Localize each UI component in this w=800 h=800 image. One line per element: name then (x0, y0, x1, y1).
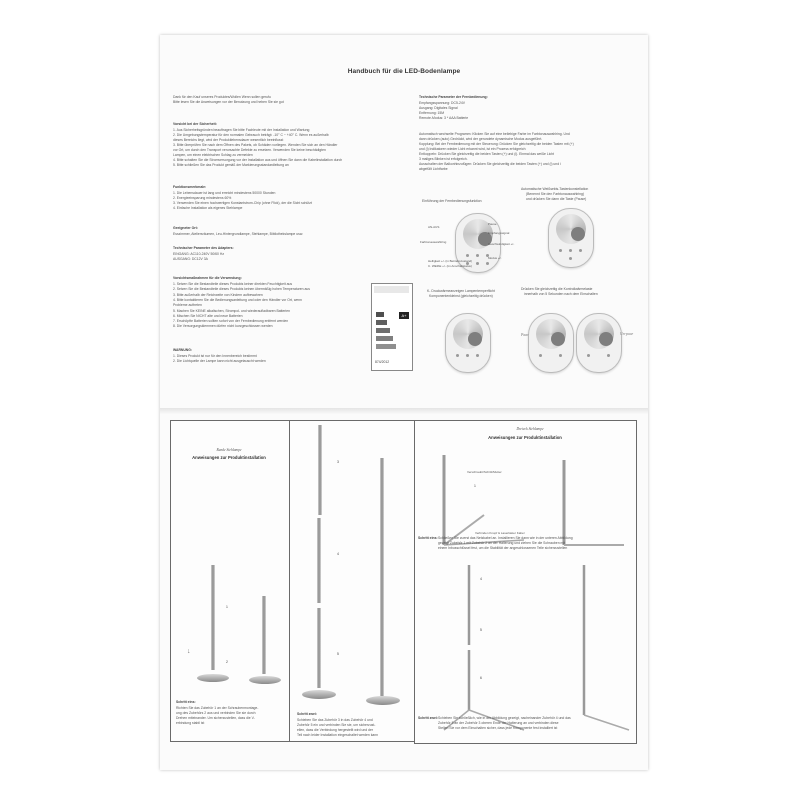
remote-button (559, 354, 562, 357)
remote-button (587, 354, 590, 357)
feature-item: 2. Energieeinsparung mindestens 60% (173, 196, 232, 200)
round-lamp-tube-1 (211, 565, 215, 670)
down-arrow-icon: ↓ (187, 648, 191, 655)
page-title: Handbuch für die LED-Bodenlampe (347, 68, 461, 75)
round-step1-head: Schritt eins: (176, 700, 196, 704)
energy-bar-2 (376, 320, 387, 325)
energy-bar-1 (376, 312, 384, 317)
feature-item: 1. Die Lebensdauer ist lang und erreicht mindestens 50000 Stunden (173, 191, 276, 195)
round-step2-head: Schritt zwei: (297, 712, 317, 716)
round-step2-line: Zubehör 5 ein und verbinden Sie sie, um sicherzust- (297, 723, 376, 727)
remote-button (569, 249, 572, 252)
round-step1-line: erbindung stabil ist (176, 721, 205, 725)
remote-control-pair (528, 313, 574, 373)
scale-label: Verschraubt/Schritt/Mutter (467, 470, 502, 474)
straight-lamp-diagram (414, 445, 635, 740)
pair-label: Paar (521, 333, 529, 337)
remote-label-ring: Farbtonauswahlring (420, 240, 447, 244)
connect-label: Verbinden Knopf & Lasertäster Kabel (475, 531, 525, 535)
assembled-round-base (366, 696, 400, 705)
remote-label-auto: AN-AUS (428, 225, 440, 229)
energy-bar-4 (376, 336, 393, 341)
precaution-item: 2. Setzen Sie die Bestandteile dieses Produkts keinen übermäßig hohen Temperaturen aus (173, 287, 310, 292)
remote-button (456, 354, 459, 357)
kelvin-sub: (Benennt Sie den Farbtonauswahlring) (526, 192, 585, 196)
round-lamp-tube-2 (262, 596, 266, 674)
precaution-item: 3. Bitte außerhalb der Reichweite von Kindern aufbewahren (173, 292, 263, 297)
remote-button (539, 354, 542, 357)
remote-control-kelvin (548, 208, 594, 268)
unpair-label: Un-paar (620, 332, 634, 336)
safety-item: vor Ort, um durch den Transport verursachte Defekte zu ersetzen. Verwenden Sie keine beschädigten (173, 148, 326, 152)
remote-caption: Einführung der Fernbedienungsfunktion (422, 199, 482, 203)
round-step1-line: Richten Sie das Zubehör 1 an der Schraubenmontage- (176, 706, 259, 710)
feature-item: 4. Einfache Installation als eigenes Stehlampe (173, 206, 243, 210)
usage-heading: Geeigneter Ort: (173, 226, 198, 230)
round-lamp-base-2 (249, 676, 281, 684)
remote-label-pause: Pause (488, 222, 497, 226)
warning-heading: WARNUNG: (173, 348, 193, 352)
feature-item: 3. Verwenden Sie einen hochwertigen Konstantstrom-Chip (ohne Flick), der die Sicht schützt (173, 201, 312, 205)
energy-label-header (374, 286, 409, 293)
round-lamp-base-1 (197, 674, 229, 682)
straight-step1-line: gezeigt Zubehör 1 mit Zubehör 2 an der Halterung und ziehen Sie die Schrauben mit (438, 541, 566, 545)
round-step2-line: Teil nach leider Installation eingeschaltet werden kann (297, 733, 379, 737)
remote-control-unpair (576, 313, 622, 373)
remote-button (476, 262, 479, 265)
remote-button (569, 257, 572, 260)
remote-label-light: Helligkeit +/- (in Betriebszustand) (428, 259, 473, 263)
precaution-item: 7. Erschöpfte Batterien sollten sofort von der Fernbedienung entfernt werden (173, 319, 289, 324)
remote-button (476, 354, 479, 357)
cct-caption: K- Druckwärmeanzeigen Lampentemperflicht (427, 289, 495, 293)
energy-bar-3 (376, 328, 390, 333)
safety-item: 5. Bitte schließen Sie das Produkt gemäß der Markierungsstandardleitung an (173, 163, 289, 167)
pair-caption: Drücken Sie gleichzeitig die Kontrollwärmelaste (521, 287, 593, 291)
remote-param: Empfangsspannung: DC5-24V (419, 101, 465, 105)
safety-item: 2. Die Umgebungstemperatur für den normalen Gebrauch beträgt: -10° C ~ +40° C. Wenn es außerhalb (173, 133, 329, 137)
kelvin-caption: Automatische Weißsekts-Tastenkonstellation (521, 187, 589, 191)
middle-lamp-base (302, 690, 336, 699)
remote-label-brightness: Geschwindigkeit +/- (488, 242, 515, 246)
auto-program-line: Entkoppeln: Drücken Sie gleichzeitig die beiden Tasten (+) und (i). Einmal das weiße Licht (419, 152, 554, 156)
usage-text: Esszimmer, Ateliersräumen, Leu-Hintergrundlampe, Stehlampe, Bibliothekslampe usw. (173, 232, 304, 236)
straight-step2-line: Schieben Sie schließlich, wie in der Abbildung gezeigt, nacheinander Zubehör 4 und das (438, 716, 571, 720)
precautions-heading: Vorsichtsmaßnahmen für die Verwendung: (173, 276, 242, 280)
remote-button (466, 254, 469, 257)
energy-class-badge: A+ (399, 312, 409, 319)
tube-part-4 (317, 518, 321, 603)
part-label-s5: 5 (480, 628, 482, 632)
straight-title-script: Dreieck Stehlampe (516, 427, 544, 431)
lamp-leg-final (584, 715, 629, 730)
straight-step1-line: Schließen Sie zuerst das Netzkabel an. Installieren Sie dann wie in der unteren Abbildung (438, 536, 573, 540)
round-title-script: Runde Stehlampe (216, 448, 242, 452)
color-ring-icon (584, 319, 614, 349)
part-label-1: 1 (226, 605, 228, 609)
part-label-s1: 1 (474, 484, 476, 488)
remote-param: Remote-Modus: 3 * AAA Batterie (419, 116, 469, 120)
precaution-item: 1. Setzen Sie die Bestandteile dieses Produkts keiner direkten Feuchtigkeit aus (173, 282, 293, 286)
color-ring-icon (536, 319, 566, 349)
straight-step1-head: Schritt eins: (418, 536, 438, 540)
tube-part-5 (317, 608, 321, 688)
auto-program-line: Ausschalten der Balkonhinzufügen: Drücken Sie gleichzeitig die beiden Tasten (+) und (i) und i (419, 162, 561, 166)
precaution-item: 8. Die Versorgungsklemmen dürfen nicht kurzgeschlossen werden (173, 324, 273, 329)
warning-item-2: 2. Die Lichtquelle der Lampe kann nicht ausgetauscht werden (173, 359, 266, 363)
pair-sub: innerhalb von 5 Sekunden nach dem Einschalten (524, 292, 598, 296)
energy-label (371, 283, 413, 371)
precaution-item: 5. Machen Sie KEINE alkalischen, Strompol- und wiederaufladbaren Batterien (173, 308, 291, 313)
auto-program-line: abgefüllt Lichtfarbe (419, 167, 448, 171)
round-lamp-panel (170, 420, 290, 742)
remote-button (486, 262, 489, 265)
part-label-s4: 4 (480, 577, 482, 581)
remote-control-cct (445, 313, 491, 373)
intro-line-1: Dank für den Kauf unseres Produktes/Wollen Wenn sollen gerufu (173, 95, 271, 99)
remote-params-heading: Technische Parameter der Fernbedienung: (419, 95, 488, 99)
straight-step2-line: Zubehör 5 an der Zubehör 3 oberen Ende der Halterung an und verbinden diese (438, 721, 559, 725)
straight-step2-head: Schritt zwei: (418, 716, 438, 720)
remote-label-white: C. WEIßE +/- (im Anschaltstatus) (428, 264, 472, 268)
adapter-output: AUSGANG: DC12V 3A (173, 257, 208, 261)
tube-part-3 (318, 425, 322, 515)
safety-item: 3. Bitte überprüfen Sie nach dem Öffnen des Pakets, ob Schäden vorliegen. Wenden Sie sich an den Händler (173, 143, 338, 147)
auto-program-line: dann drücken (auto) Gedrückt, wird der gerundete dynamische Modus ausgeführt. (419, 137, 543, 141)
remote-button (466, 354, 469, 357)
part-label-s6: 6 (480, 676, 482, 680)
safety-item: dieses Bereichs liegt, wird der Produktlebensdauer wesentlich beeinflusst (173, 138, 284, 142)
auto-program-line: und (i) Indikatoren wieder Licht erkannt wird, ist ein Prozess erfolgreich (419, 147, 526, 151)
round-step2-line: ellen, dass die Verbindung hergestellt wird und der (297, 728, 373, 732)
round-step1-line: ung des Zubehörs 2 aus und verbinden Sie sie durch (176, 711, 256, 715)
cct-sub: Komponentenkleinst (gleichzeitig drücken) (429, 294, 493, 298)
part-label-3: 3 (337, 460, 339, 464)
assembled-round-lamp (380, 458, 384, 696)
energy-bar-5 (376, 344, 396, 349)
safety-heading: Vorsicht bei der Sicherheit: (173, 122, 217, 126)
warning-item-1: 1. Dieses Produkt ist nur für den Innenbereich bestimmt (173, 354, 257, 358)
adapter-heading: Technischer Parameter des Adapters: (173, 246, 234, 250)
auto-program-line: Automatisch wechselte Programm: Klicken Sie auf eine beliebige Farbe im Farbtonauswahlring. Und (419, 132, 570, 136)
remote-label-mode: Modus +/- (488, 256, 502, 260)
intro-line-2: Bitte lesen Sie die Anweisungen vor der Benutzung und heben Sie sie gut (173, 100, 284, 104)
kelvin-sub2: und drücken Sie dann die Taste (Pause) (526, 197, 587, 201)
remote-button (476, 254, 479, 257)
energy-label-code: 874/2012 (375, 360, 390, 364)
straight-step1-line: einem Inbusschlüssel fest, um die Stabilität der angeschlossenen Teile sicherzustellen (438, 546, 568, 550)
round-step1-line: Drehen miteinander. Um sicherzustellen, dass die V- (176, 716, 255, 720)
precaution-item: 4. Bitte kontaktieren Sie die Bedienungsanleitung und oder den Händler vor Ort, wenn (173, 297, 302, 302)
paper-fold (160, 408, 648, 414)
safety-item: 4. Bitte schalten Sie die Stromversorgung vor der Installation aus und öffnen Sie dann die Kabelinstallation durch (173, 158, 343, 162)
features-heading: Funktionsmerkmale: (173, 185, 207, 189)
color-ring-icon (453, 319, 483, 349)
remote-param: Ausgang: Digitales Signal (419, 106, 458, 110)
round-step2-line: Schieben Sie das Zubehör 3 in das Zubehör 4 und (297, 718, 373, 722)
color-ring-icon (556, 214, 586, 244)
straight-title: Anweisungen zur Produktinstallation (488, 435, 562, 440)
part-label-5: 5 (337, 652, 339, 656)
safety-item: Lampen, um einen elektrischen Schlag zu vermeiden (173, 153, 253, 157)
part-label-2: 2 (226, 660, 228, 664)
adapter-input: EINGANG: AC110-240V 50/60 Hz (173, 252, 225, 256)
auto-program-line: 3 maliges Blinken ist erfolgreich. (419, 157, 468, 161)
safety-item: 1. Aus Sicherheitsgründen beauftragen Sie bitte Fachleute mit der Installation und Wartung (173, 128, 310, 132)
precaution-item: Probleme auftreten (173, 303, 202, 308)
remote-param: Entfernung: 15M (419, 111, 445, 115)
remote-label-speed: Empfangssignal (488, 231, 510, 235)
part-label-4: 4 (337, 552, 339, 556)
round-title: Anweisungen zur Produktinstallation (192, 455, 266, 460)
straight-step2-line: Stellen Sie vor dem Einschalten sicher, dass jede Komponente fest installiert ist (438, 726, 558, 730)
auto-program-line: Kopplung: Bei der Fernbedienung mit der Steuerung: Drücken Sie gleichzeitig die beiden Tasten mit (+) (419, 142, 574, 146)
remote-button (607, 354, 610, 357)
remote-button (579, 249, 582, 252)
remote-button (559, 249, 562, 252)
precaution-item: 6. Mischen Sie NICHT alte und neue Batterien (173, 313, 243, 318)
